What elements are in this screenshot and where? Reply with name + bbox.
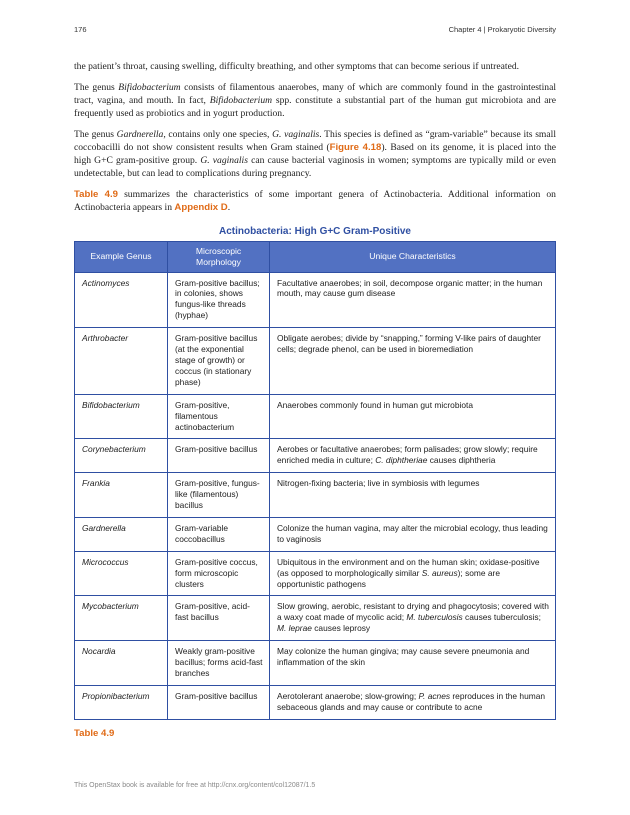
genus-cell: Bifidobacterium bbox=[75, 394, 168, 439]
appendix-link[interactable]: Appendix D bbox=[174, 202, 228, 214]
characteristics-cell bbox=[270, 394, 556, 439]
genus-cell: Actinomyces bbox=[75, 272, 168, 328]
text-run: . This species is defined as “gram-variable” because its small coccobacilli do not show consistent results when Gram stained ( bbox=[74, 128, 556, 154]
species-name: M. tuberculosis bbox=[406, 612, 463, 623]
genus-cell: Corynebacterium bbox=[75, 439, 168, 473]
characteristics-cell bbox=[270, 439, 556, 473]
paragraph-2 bbox=[74, 81, 556, 121]
text-run: The genus bbox=[74, 128, 117, 140]
text-run: causes leprosy bbox=[311, 623, 371, 634]
text-run: causes tuberculosis; bbox=[462, 612, 541, 623]
table-row bbox=[75, 517, 556, 551]
page-header bbox=[74, 25, 556, 39]
morphology-cell: Gram-positive, fungus-like (filamentous) bacillus bbox=[168, 473, 270, 518]
table-caption: Table 4.9 bbox=[74, 727, 115, 739]
characteristics-cell bbox=[270, 596, 556, 641]
chapter-title: Chapter 4 | Prokaryotic Diversity bbox=[448, 25, 556, 34]
table-row bbox=[75, 439, 556, 473]
genus-name: Gardnerella bbox=[116, 128, 164, 140]
paragraph-1: the patient’s throat, causing swelling, difficulty breathing, and other symptoms that can become serious if untreated. bbox=[74, 61, 520, 72]
genus-cell: Mycobacterium bbox=[75, 596, 168, 641]
genus-cell: Frankia bbox=[75, 473, 168, 518]
page-content bbox=[74, 60, 556, 739]
text-run: Slow growing, aerobic, resistant to drying and phagocytosis; covered with a waxy coat made of mycolic acid; bbox=[277, 601, 549, 623]
paragraph-3 bbox=[74, 128, 556, 181]
characteristics-cell bbox=[270, 517, 556, 551]
paragraph-4 bbox=[74, 188, 556, 214]
table-header-row bbox=[75, 241, 556, 272]
table-title: Actinobacteria: High G+C Gram-Positive bbox=[219, 225, 411, 237]
text-run: ); some are opportunistic pathogens bbox=[277, 567, 500, 589]
figure-link[interactable]: Figure 4.18 bbox=[329, 142, 382, 154]
text-run: consists of filamentous anaerobes, many of which are commonly found in the gastrointestinal tract, vagina, and mouth. In fact, bbox=[74, 81, 556, 106]
morphology-cell: Gram-positive, acid-fast bacillus bbox=[168, 596, 270, 641]
header-genus: Example Genus bbox=[75, 241, 168, 272]
text-run: Colonize the human vagina, may alter the microbial ecology, thus leading to vaginosis bbox=[277, 522, 548, 544]
text-run: Obligate aerobes; divide by “snapping,” forming V-like pairs of daughter cells; degrade phenol, can be used in bioremediation bbox=[277, 333, 541, 355]
genus-cell: Arthrobacter bbox=[75, 328, 168, 395]
species-name: P. acnes bbox=[418, 690, 451, 701]
morphology-cell: Gram-variable coccobacillus bbox=[168, 517, 270, 551]
genus-cell: Gardnerella bbox=[75, 517, 168, 551]
text-run: , contains only one species, bbox=[163, 128, 273, 140]
genus-name: Bifidobacterium bbox=[209, 94, 273, 106]
text-run: Facultative anaerobes; in soil, decompose organic matter; in the human mouth, may cause gum disease bbox=[277, 277, 543, 299]
text-run: The genus bbox=[74, 81, 119, 93]
species-name: G. vaginalis bbox=[200, 155, 248, 167]
text-run: Anaerobes commonly found in human gut microbiota bbox=[277, 399, 473, 410]
species-name: S. aureus bbox=[421, 567, 458, 578]
characteristics-cell bbox=[270, 473, 556, 518]
characteristics-cell bbox=[270, 272, 556, 328]
text-run: causes diphtheria bbox=[427, 455, 496, 466]
genus-name: Bifidobacterium bbox=[118, 81, 181, 93]
characteristics-cell bbox=[270, 551, 556, 596]
species-name: M. leprae bbox=[277, 623, 312, 634]
morphology-cell: Gram-positive bacillus bbox=[168, 439, 270, 473]
page-number: 176 bbox=[74, 25, 87, 34]
morphology-cell: Gram-positive, filamentous actinobacterium bbox=[168, 394, 270, 439]
table-row bbox=[75, 596, 556, 641]
table-row bbox=[75, 641, 556, 686]
text-run: May colonize the human gingiva; may cause severe pneumonia and inflammation of the skin bbox=[277, 646, 530, 668]
page-footer: This OpenStax book is available for free at http://cnx.org/content/col12087/1.5 bbox=[74, 782, 316, 789]
characteristics-cell bbox=[270, 685, 556, 719]
morphology-cell: Gram-positive bacillus; in colonies, shows fungus-like threads (hyphae) bbox=[168, 272, 270, 328]
table-row bbox=[75, 473, 556, 518]
table-row bbox=[75, 328, 556, 395]
header-morphology: Microscopic Morphology bbox=[168, 241, 270, 272]
actinobacteria-table bbox=[74, 241, 556, 720]
genus-cell: Nocardia bbox=[75, 641, 168, 686]
morphology-cell: Gram-positive bacillus (at the exponential stage of growth) or coccus (in stationary phase) bbox=[168, 328, 270, 395]
header-characteristics: Unique Characteristics bbox=[270, 241, 556, 272]
species-name: G. vaginalis bbox=[272, 128, 320, 140]
text-run: . bbox=[227, 202, 231, 214]
text-run: reproduces in the human sebaceous glands and may cause or contribute to acne bbox=[277, 690, 546, 712]
table-row bbox=[75, 551, 556, 596]
morphology-cell: Weakly gram-positive bacillus; forms acid-fast branches bbox=[168, 641, 270, 686]
text-run: can cause bacterial vaginosis in women; symptoms are typically mild or even undetectable, but can lead to complications during pregnancy. bbox=[74, 155, 556, 180]
text-run: Aerobes or facultative anaerobes; form palisades; grow slowly; require enriched media in culture; bbox=[277, 444, 538, 466]
table-link[interactable]: Table 4.9 bbox=[74, 189, 119, 201]
table-row bbox=[75, 685, 556, 719]
text-run: summarizes the characteristics of some important genera of Actinobacteria. Additional information on Actinobacteria appears in bbox=[74, 189, 556, 214]
genus-cell: Propionibacterium bbox=[75, 685, 168, 719]
table-row bbox=[75, 272, 556, 328]
morphology-cell: Gram-positive bacillus bbox=[168, 685, 270, 719]
characteristics-cell bbox=[270, 328, 556, 395]
text-run: Ubiquitous in the environment and on the human skin; oxidase-positive (as opposed to morphologically similar bbox=[277, 556, 540, 578]
table-row bbox=[75, 394, 556, 439]
text-run: spp. constitute a substantial part of the human gut microbiota and are frequently used as probiotics and in yogurt production. bbox=[74, 94, 556, 120]
morphology-cell: Gram-positive coccus, form microscopic clusters bbox=[168, 551, 270, 596]
species-name: C. diphtheriae bbox=[375, 455, 428, 466]
text-run: Nitrogen-fixing bacteria; live in symbiosis with legumes bbox=[277, 478, 480, 489]
genus-cell: Micrococcus bbox=[75, 551, 168, 596]
text-run: ). Based on its genome, it is placed into the high G+C gram-positive group. bbox=[74, 142, 557, 167]
text-run: Aerotolerant anaerobe; slow-growing; bbox=[277, 690, 419, 701]
characteristics-cell bbox=[270, 641, 556, 686]
